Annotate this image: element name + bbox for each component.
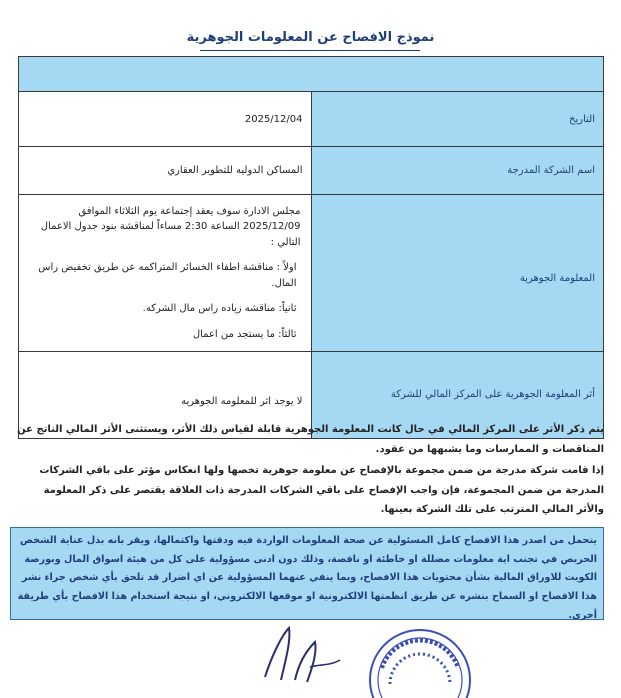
company-row	[19, 147, 604, 195]
date-label: التاريخ	[311, 92, 604, 147]
disclaimer-text: يتحمل من اصدر هذا الافصاح كامل المسئولية عن صحة المعلومات الواردة فيه ودقتها واكتمالها، ويقر بانه بذل عناية الشخص الحريص في تجنب اية معلومات مضللة او خاطئة او ناقصة، وذلك دون ادنى مسؤولية على كل من هيئة اسواق المال وبورصة الكويت للاوراق المالية بشأن محتويات هذا الافصاح، وبما ينفي عنهما المسؤولية عن اي اضرار قد تلحق بأي شخص جراء نشر هذا الافصاح او السماح بنشره عن طريق انظمتها الالكترونية او موقعها الالكتروني، او نتيجة استخدام هذا الافصاح بأي طريقة أخرى.	[17, 535, 597, 621]
company-value: المساكن الدوليه للتطوير العقاري	[19, 147, 312, 195]
material-info-cell	[19, 195, 312, 352]
disclaimer-box	[10, 527, 604, 620]
material-info-row	[19, 195, 604, 352]
disclosure-form-table	[18, 56, 604, 439]
financial-effect-label: أثر المعلومة الجوهرية على المركز المالي للشركة	[311, 352, 604, 439]
agenda-item-2: ثانياً: مناقشه زياده راس مال الشركه.	[142, 303, 297, 315]
agenda-item-3: ثالثاً: ما يستجد من اعمال	[192, 328, 297, 340]
material-info-label: المعلومة الجوهرية	[311, 195, 604, 352]
form-header-row	[19, 57, 604, 92]
document-title: نموذج الافصاح عن المعلومات الجوهرية	[186, 30, 435, 45]
company-label: اسم الشركة المدرجة	[311, 147, 604, 195]
date-value: 2025/12/04	[19, 92, 312, 147]
notes-section	[14, 420, 604, 522]
title-underline	[200, 50, 420, 51]
agenda-item-1: اولاً : مناقشة اطفاء الخسائر المتراكمه عن طريق تخفيض راس المال.	[38, 262, 297, 289]
form-header-cell	[19, 57, 604, 92]
note-paragraph-2: إذا قامت شركة مدرجة من ضمن مجموعة بالإفصاح عن معلومة جوهرية تخصها ولها انعكاس مؤثر على باقي الشركات المدرجة من ضمن المجموعة، فإن واجب الإفصاح على باقي الشركات المدرجة ذات العلاقة يقتصر على ذكر المعلومة والأثر المالي المترتب على تلك الشركة بعينها.	[39, 465, 604, 515]
date-row	[19, 92, 604, 147]
note-paragraph-1: يتم ذكر الأثر على المركز المالي في حال كانت المعلومة الجوهرية قابلة لقياس ذلك الأثر، ويستثنى الأثر المالي الناتج عن المناقصات و الممارسات وما يشبهها من عقود.	[17, 424, 604, 455]
signature-icon	[255, 622, 345, 683]
company-stamp-icon	[360, 618, 480, 698]
material-info-intro: مجلس الادارة سوف يعقد إجتماعة يوم الثلاثاء الموافق 2025/12/09 الساعة 2:30 مساءاً لمناقشة بنود جدول الاعمال التالي :	[40, 205, 301, 248]
financial-effect-value: لا يوجد اثر للمعلومه الجوهريه	[19, 352, 312, 439]
